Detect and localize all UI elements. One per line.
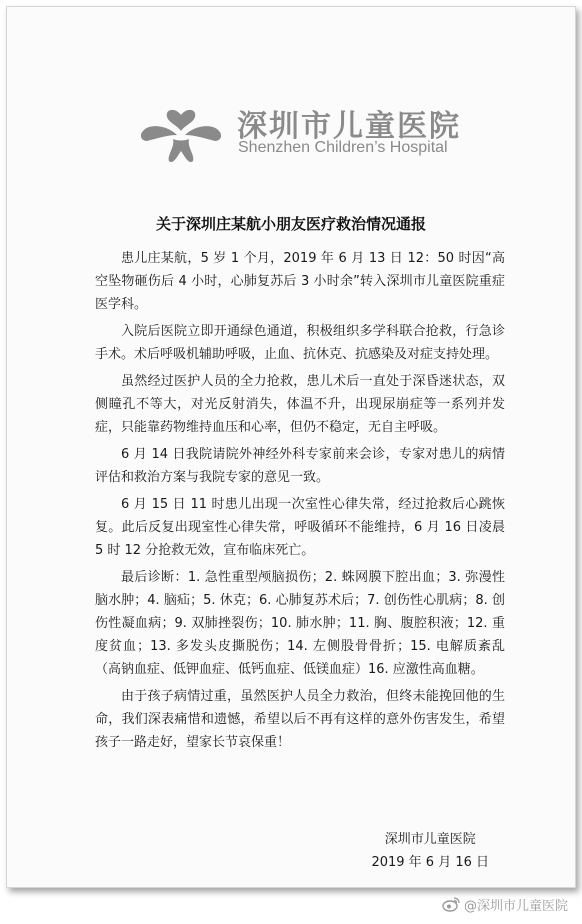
paragraph: 6 月 15 日 11 时患儿出现一次室性心律失常，经过抢救后心跳恢复。此后反复出现室性心律失常，呼吸循环不能维持，6 月 16 日凌晨 5 时 12 分抢救无效，宣布临床死亡。: [95, 497, 505, 558]
weibo-icon: [442, 896, 460, 912]
paragraph: 患儿庄某航，5 岁 1 个月，2019 年 6 月 13 日 12：50 时因“高空坠物砸伤后 4 小时，心肺复苏后 3 小时余”转入深圳市儿童医院重症医学科。: [95, 251, 505, 312]
hospital-logo: [137, 95, 477, 165]
hospital-name-cn: 深圳市儿童医院: [237, 109, 461, 144]
signature-block: [371, 828, 489, 874]
notice-body: [95, 247, 505, 758]
notice-paper: [6, 6, 576, 888]
weibo-watermark: [442, 893, 568, 915]
signature-org: 深圳市儿童医院: [384, 832, 476, 847]
paragraph: 入院后医院立即开通绿色通道，积极组织多学科联合抢救，行急诊手术。术后呼吸机辅助呼吸，止血、抗休克、抗感染及对症支持处理。: [95, 324, 505, 362]
paragraph: 虽然经过医护人员的全力抢救，患儿术后一直处于深昏迷状态，双侧瞳孔不等大，对光反射消失，体温不升，出现尿崩症等一系列并发症，只能靠药物维持血压和心率，但仍不稳定，无自主呼吸。: [95, 374, 505, 435]
watermark-handle: @深圳市儿童医院: [463, 898, 568, 914]
paragraph: 由于孩子病情过重，虽然医护人员全力救治，但终未能挽回他的生命，我们深表痛惜和遗憾，希望以后不再有这样的意外伤害发生，希望孩子一路走好，望家长节哀保重！: [95, 689, 505, 750]
paragraph: 最后诊断：1. 急性重型颅脑损伤；2. 蛛网膜下腔出血；3. 弥漫性脑水肿；4. 脑疝；5. 休克；6. 心肺复苏术后；7. 创伤性心肌病；8. 创伤性凝血病；9. 双肺挫裂伤；10. 肺水肿；11. 胸、腹腔积液；12. 重度贫血；13. 多发头皮撕脱伤；14. 左侧股骨骨折；15. 电解质紊乱（高钠血症、低钾血症、低钙血症、低镁血症）16. 应激性高血糖。: [95, 570, 505, 677]
paragraph: 6 月 14 日我院请院外神经外科专家前来会诊，专家对患儿的病情评估和救治方案与我院专家的意见一致。: [95, 447, 505, 485]
hospital-logo-icon: [137, 95, 225, 165]
signature-date: 2019 年 6 月 16 日: [371, 855, 489, 870]
notice-title: 关于深圳庄某航小朋友医疗救治情况通报: [155, 215, 426, 233]
hospital-name-en: Shenzhen Children’s Hospital: [238, 139, 448, 156]
